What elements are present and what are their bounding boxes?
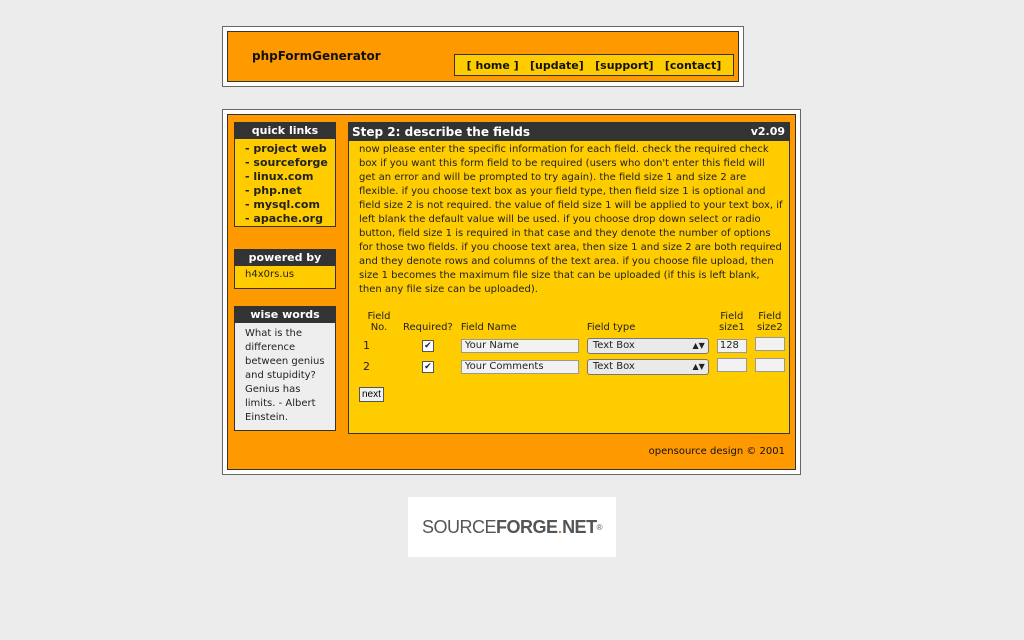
link-mysql[interactable]: - mysql.com bbox=[245, 198, 320, 211]
col-size1: Field size1 bbox=[718, 311, 745, 333]
row-number: 2 bbox=[363, 360, 370, 373]
header-panel bbox=[227, 31, 739, 82]
row-number: 1 bbox=[363, 339, 370, 352]
fields-table bbox=[359, 309, 789, 377]
field-type-value: Text Box bbox=[592, 339, 635, 351]
top-nav bbox=[454, 54, 734, 76]
nav-update[interactable]: [update] bbox=[530, 58, 584, 72]
type-cell bbox=[583, 356, 713, 377]
sourceforge-badge[interactable] bbox=[408, 497, 616, 557]
required-cell bbox=[399, 335, 457, 356]
wise-words-text: What is the difference between genius and stupidity? Genius has limits. - Albert Einstein. bbox=[245, 328, 325, 423]
link-sourceforge[interactable]: - sourceforge bbox=[245, 156, 328, 169]
field-name-input[interactable]: Your Comments bbox=[461, 360, 579, 374]
step-title: Step 2: describe the fields bbox=[352, 125, 531, 139]
col-field-no: Field No. bbox=[367, 311, 391, 333]
powered-by-title: powered by bbox=[235, 250, 335, 266]
name-cell bbox=[457, 335, 583, 356]
col-size2: Field size2 bbox=[756, 311, 783, 333]
nav-contact[interactable]: [contact] bbox=[664, 58, 722, 72]
size2-cell bbox=[751, 356, 789, 377]
version-label: v2.09 bbox=[750, 125, 785, 138]
col-required: Required? bbox=[403, 322, 453, 333]
required-checkbox[interactable]: ✔ bbox=[422, 361, 434, 373]
wise-words-box bbox=[234, 306, 336, 431]
field-type-select[interactable] bbox=[587, 338, 709, 354]
content-box bbox=[348, 122, 790, 434]
link-php[interactable]: - php.net bbox=[245, 184, 302, 197]
link-project-web[interactable]: - project web bbox=[245, 142, 327, 155]
field-type-select[interactable] bbox=[587, 359, 709, 375]
powered-by-box bbox=[234, 249, 336, 289]
updown-arrow-icon: ▲▼ bbox=[692, 361, 705, 371]
field-name-input[interactable]: Your Name bbox=[461, 339, 579, 353]
link-apache[interactable]: - apache.org bbox=[245, 212, 323, 225]
table-header-row bbox=[359, 309, 789, 335]
badge-net: NET bbox=[562, 516, 597, 537]
badge-forge: FORGE bbox=[496, 516, 558, 537]
quick-links-box bbox=[234, 122, 336, 227]
col-field-name: Field Name bbox=[460, 322, 517, 333]
field-type-value: Text Box bbox=[592, 360, 635, 372]
badge-registered-mark: ® bbox=[596, 522, 602, 532]
required-checkbox[interactable]: ✔ bbox=[422, 340, 434, 352]
main-panel bbox=[227, 114, 796, 470]
size1-cell bbox=[713, 335, 751, 356]
main-frame bbox=[222, 109, 801, 475]
footer-credit: opensource design © 2001 bbox=[648, 446, 785, 457]
powered-by-link[interactable]: h4x0rs.us bbox=[245, 269, 295, 280]
quick-links-title: quick links bbox=[235, 123, 335, 139]
type-cell bbox=[583, 335, 713, 356]
app-logo: phpFormGenerator bbox=[252, 49, 381, 63]
col-field-type: Field type bbox=[586, 322, 636, 333]
step-header bbox=[349, 123, 789, 141]
badge-source: SOURCE bbox=[422, 516, 497, 537]
required-cell bbox=[399, 356, 457, 377]
updown-arrow-icon: ▲▼ bbox=[692, 340, 705, 350]
size2-cell bbox=[751, 335, 789, 356]
nav-support[interactable]: [support] bbox=[595, 58, 654, 72]
field-size1-input[interactable]: 128 bbox=[717, 339, 747, 353]
badge-dot: . bbox=[557, 516, 563, 537]
table-row bbox=[359, 356, 789, 377]
wise-words-title: wise words bbox=[235, 307, 335, 323]
field-size2-input[interactable] bbox=[755, 358, 785, 372]
nav-home[interactable]: [ home ] bbox=[466, 58, 519, 72]
link-linux[interactable]: - linux.com bbox=[245, 170, 314, 183]
intro-text: now please enter the specific information for each field. check the required check box if you want this form field to be required (users who don't enter this field will get an error and will be prompted to try again). the field size 1 and size 2 are flexible. if you choose text box as your field type, then field size 1 is optional and field size 2 is not required. the value of field size 1 will be applied to your text box, if left blank the default value will be used. if you choose drop down select or radio button, field size 1 is required in that case and they denote the number of options for those two fields. if you choose text area, then size 1 and size 2 are both required and they denote rows and columns of the text area. if you choose file upload, then size 1 becomes the maximum file size that can be uploaded (if this is left blank, then any file size can be uploaded). bbox=[359, 144, 783, 295]
name-cell bbox=[457, 356, 583, 377]
next-button[interactable]: next bbox=[359, 387, 384, 402]
field-size1-input[interactable] bbox=[717, 358, 747, 372]
header-frame bbox=[222, 26, 744, 87]
size1-cell bbox=[713, 356, 751, 377]
table-row bbox=[359, 335, 789, 356]
field-size2-input[interactable] bbox=[755, 337, 785, 351]
